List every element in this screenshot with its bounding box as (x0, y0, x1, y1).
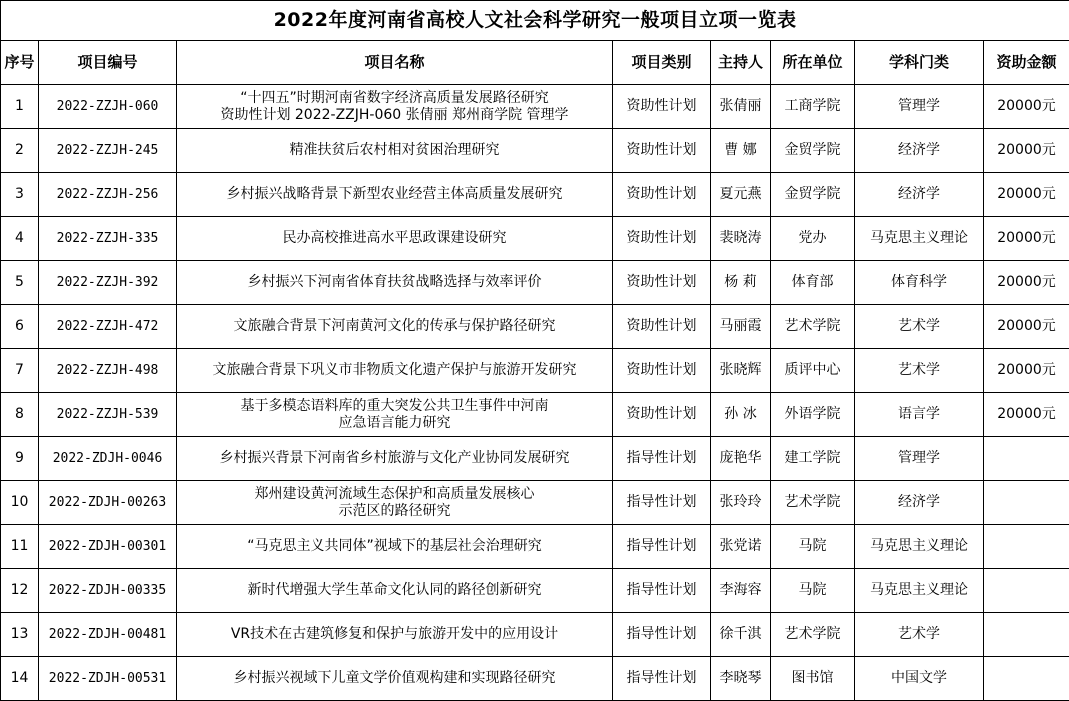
cell-name (177, 569, 613, 613)
cell-unit: 马院 (771, 569, 855, 613)
project-name-line: 乡村振兴背景下河南省乡村旅游与文化产业协同发展研究 (219, 450, 570, 466)
cell-discipline: 艺术学 (855, 305, 984, 349)
cell-seq: 10 (1, 481, 39, 525)
cell-code: 2022-ZZJH-335 (39, 217, 177, 261)
header-seq: 序号 (1, 41, 39, 85)
table-row (1, 613, 1069, 657)
cell-code: 2022-ZDJH-00481 (39, 613, 177, 657)
cell-seq: 7 (1, 349, 39, 393)
cell-category: 指导性计划 (613, 525, 711, 569)
cell-host: 孙 冰 (711, 393, 771, 437)
cell-category: 资助性计划 (613, 173, 711, 217)
cell-seq: 13 (1, 613, 39, 657)
cell-funding (984, 657, 1069, 701)
cell-category: 指导性计划 (613, 657, 711, 701)
cell-code: 2022-ZZJH-539 (39, 393, 177, 437)
cell-unit: 党办 (771, 217, 855, 261)
project-name-line: “马克思主义共同体”视域下的基层社会治理研究 (247, 538, 542, 554)
cell-host: 裴晓涛 (711, 217, 771, 261)
cell-code: 2022-ZZJH-472 (39, 305, 177, 349)
project-name-line: 民办高校推进高水平思政课建设研究 (282, 230, 507, 246)
cell-seq: 14 (1, 657, 39, 701)
cell-host: 张党诺 (711, 525, 771, 569)
cell-category: 指导性计划 (613, 437, 711, 481)
cell-unit: 外语学院 (771, 393, 855, 437)
project-name-line: 示范区的路径研究 (338, 502, 451, 519)
project-name-line: 应急语言能力研究 (338, 414, 451, 431)
cell-seq: 6 (1, 305, 39, 349)
cell-code: 2022-ZDJH-00531 (39, 657, 177, 701)
cell-unit: 图书馆 (771, 657, 855, 701)
cell-name (177, 349, 613, 393)
project-name-line: 郑州建设黄河流域生态保护和高质量发展核心 (254, 485, 535, 502)
table-row (1, 393, 1069, 437)
cell-seq: 3 (1, 173, 39, 217)
cell-seq: 4 (1, 217, 39, 261)
cell-category: 指导性计划 (613, 481, 711, 525)
project-name-line: 文旅融合背景下河南黄河文化的传承与保护路径研究 (233, 318, 556, 334)
cell-seq: 2 (1, 129, 39, 173)
cell-discipline: 马克思主义理论 (855, 569, 984, 613)
table-row (1, 173, 1069, 217)
project-name-line: 精准扶贫后农村相对贫困治理研究 (289, 142, 500, 158)
cell-category: 资助性计划 (613, 349, 711, 393)
cell-host: 马丽霞 (711, 305, 771, 349)
table-row (1, 349, 1069, 393)
cell-code: 2022-ZZJH-060 (39, 85, 177, 129)
cell-name (177, 261, 613, 305)
cell-category: 资助性计划 (613, 129, 711, 173)
cell-funding: 20000元 (984, 349, 1069, 393)
cell-funding: 20000元 (984, 129, 1069, 173)
cell-code: 2022-ZDJH-0046 (39, 437, 177, 481)
project-name-line: 乡村振兴战略背景下新型农业经营主体高质量发展研究 (226, 186, 563, 202)
header-name: 项目名称 (177, 41, 613, 85)
cell-funding (984, 437, 1069, 481)
cell-name (177, 437, 613, 481)
cell-funding (984, 569, 1069, 613)
project-name-line: 乡村振兴下河南省体育扶贫战略选择与效率评价 (247, 274, 542, 290)
cell-seq: 9 (1, 437, 39, 481)
cell-unit: 质评中心 (771, 349, 855, 393)
cell-funding (984, 613, 1069, 657)
cell-funding (984, 525, 1069, 569)
cell-name (177, 85, 613, 129)
cell-name (177, 481, 613, 525)
cell-host: 杨 莉 (711, 261, 771, 305)
cell-funding: 20000元 (984, 173, 1069, 217)
cell-name (177, 613, 613, 657)
cell-category: 资助性计划 (613, 393, 711, 437)
cell-host: 徐千淇 (711, 613, 771, 657)
cell-host: 张倩丽 (711, 85, 771, 129)
cell-funding: 20000元 (984, 261, 1069, 305)
cell-seq: 8 (1, 393, 39, 437)
cell-name (177, 305, 613, 349)
cell-name (177, 129, 613, 173)
header-category: 项目类别 (613, 41, 711, 85)
header-funding: 资助金额 (984, 41, 1069, 85)
cell-funding: 20000元 (984, 217, 1069, 261)
table-row (1, 437, 1069, 481)
cell-seq: 12 (1, 569, 39, 613)
cell-unit: 工商学院 (771, 85, 855, 129)
table-row (1, 569, 1069, 613)
cell-unit: 艺术学院 (771, 613, 855, 657)
table-row (1, 217, 1069, 261)
cell-seq: 11 (1, 525, 39, 569)
table-row (1, 129, 1069, 173)
cell-discipline: 艺术学 (855, 349, 984, 393)
cell-host: 曹 娜 (711, 129, 771, 173)
cell-name (177, 525, 613, 569)
table-row (1, 261, 1069, 305)
cell-category: 资助性计划 (613, 217, 711, 261)
header-host: 主持人 (711, 41, 771, 85)
cell-code: 2022-ZZJH-245 (39, 129, 177, 173)
cell-discipline: 语言学 (855, 393, 984, 437)
cell-category: 资助性计划 (613, 305, 711, 349)
cell-discipline: 管理学 (855, 437, 984, 481)
project-name-line: “十四五”时期河南省数字经济高质量发展路径研究 (240, 89, 549, 106)
cell-discipline: 中国文学 (855, 657, 984, 701)
cell-discipline: 艺术学 (855, 613, 984, 657)
cell-code: 2022-ZZJH-256 (39, 173, 177, 217)
cell-funding: 20000元 (984, 305, 1069, 349)
cell-seq: 1 (1, 85, 39, 129)
cell-funding (984, 481, 1069, 525)
table-row (1, 657, 1069, 701)
project-name-line: 文旅融合背景下巩义市非物质文化遗产保护与旅游开发研究 (212, 362, 577, 378)
cell-code: 2022-ZZJH-498 (39, 349, 177, 393)
header-code: 项目编号 (39, 41, 177, 85)
table-row (1, 305, 1069, 349)
cell-code: 2022-ZDJH-00335 (39, 569, 177, 613)
project-name-line: 基于多模态语料库的重大突发公共卫生事件中河南 (240, 397, 549, 414)
cell-category: 指导性计划 (613, 613, 711, 657)
cell-host: 李海容 (711, 569, 771, 613)
cell-code: 2022-ZDJH-00301 (39, 525, 177, 569)
cell-unit: 体育部 (771, 261, 855, 305)
header-row (1, 41, 1069, 85)
cell-unit: 艺术学院 (771, 305, 855, 349)
cell-unit: 马院 (771, 525, 855, 569)
header-unit: 所在单位 (771, 41, 855, 85)
cell-category: 资助性计划 (613, 85, 711, 129)
cell-funding: 20000元 (984, 393, 1069, 437)
cell-funding: 20000元 (984, 85, 1069, 129)
project-name-line: 新时代增强大学生革命文化认同的路径创新研究 (247, 582, 542, 598)
cell-discipline: 管理学 (855, 85, 984, 129)
cell-discipline: 经济学 (855, 173, 984, 217)
cell-category: 资助性计划 (613, 261, 711, 305)
cell-discipline: 经济学 (855, 481, 984, 525)
cell-unit: 建工学院 (771, 437, 855, 481)
table-row (1, 85, 1069, 129)
cell-host: 夏元燕 (711, 173, 771, 217)
cell-discipline: 体育科学 (855, 261, 984, 305)
cell-seq: 5 (1, 261, 39, 305)
table-row (1, 481, 1069, 525)
table-row (1, 525, 1069, 569)
cell-discipline: 经济学 (855, 129, 984, 173)
cell-name (177, 657, 613, 701)
project-name-line: 资助性计划 2022-ZZJH-060 张倩丽 郑州商学院 管理学 (220, 106, 569, 123)
cell-unit: 金贸学院 (771, 129, 855, 173)
cell-host: 李晓琴 (711, 657, 771, 701)
cell-unit: 金贸学院 (771, 173, 855, 217)
cell-code: 2022-ZZJH-392 (39, 261, 177, 305)
cell-name (177, 217, 613, 261)
cell-host: 张玲玲 (711, 481, 771, 525)
table-title: 2022年度河南省高校人文社会科学研究一般项目立项一览表 (1, 1, 1069, 41)
cell-name (177, 173, 613, 217)
cell-unit: 艺术学院 (771, 481, 855, 525)
header-discipline: 学科门类 (855, 41, 984, 85)
project-name-line: 乡村振兴视域下儿童文学价值观构建和实现路径研究 (233, 670, 556, 686)
cell-category: 指导性计划 (613, 569, 711, 613)
cell-discipline: 马克思主义理论 (855, 525, 984, 569)
cell-host: 庞艳华 (711, 437, 771, 481)
project-name-line: VR技术在古建筑修复和保护与旅游开发中的应用设计 (230, 626, 559, 642)
cell-name (177, 393, 613, 437)
cell-code: 2022-ZDJH-00263 (39, 481, 177, 525)
cell-discipline: 马克思主义理论 (855, 217, 984, 261)
cell-host: 张晓辉 (711, 349, 771, 393)
